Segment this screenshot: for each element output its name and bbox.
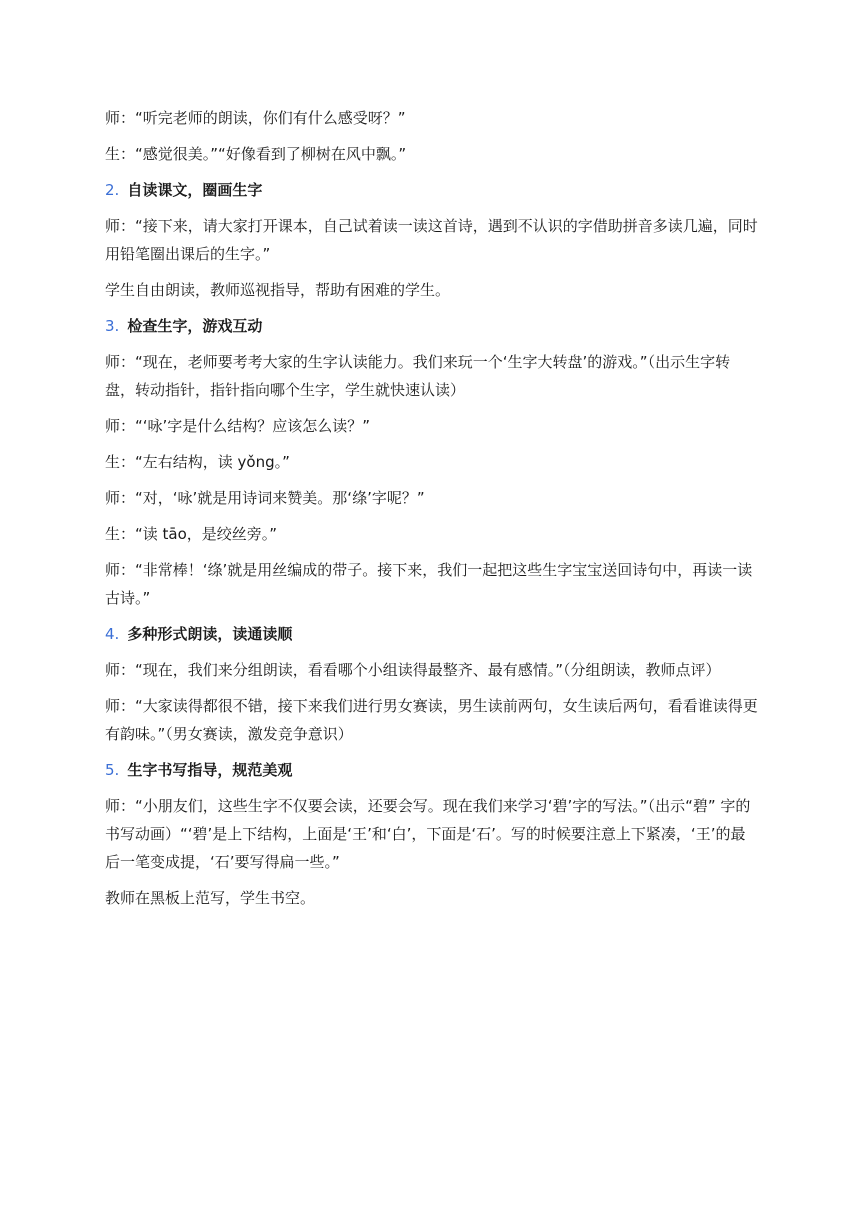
- section-title: 多种形式朗读，读通读顺: [127, 625, 293, 643]
- paragraph: 学生自由朗读，教师巡视指导，帮助有困难的学生。: [105, 281, 451, 299]
- paragraph: 生：“感觉很美。”“好像看到了柳树在风中飘。”: [105, 145, 407, 163]
- section-heading: [105, 176, 760, 204]
- paragraph: 师：“现在，老师要考考大家的生字认读能力。我们来玩一个‘生字大转盘’的游戏。”（出示生字转盘，转动指针，指针指向哪个生字，学生就快速认读）: [105, 353, 731, 399]
- section-number: 5.: [105, 761, 120, 779]
- section-number: 2.: [105, 181, 120, 199]
- paragraph: 师：“现在，我们来分组朗读，看看哪个小组读得最整齐、最有感情。”（分组朗读，教师点评）: [105, 661, 721, 679]
- section-number: 4.: [105, 625, 120, 643]
- section-heading: [105, 620, 760, 648]
- section-heading: [105, 312, 760, 340]
- section-title: 自读课文，圈画生字: [127, 181, 263, 199]
- section-title: 生字书写指导，规范美观: [127, 761, 293, 779]
- paragraph: 师：“小朋友们，这些生字不仅要会读，还要会写。现在我们来学习‘碧’字的写法。”（出示“碧” 字的书写动画）“‘碧’是上下结构，上面是‘王’和‘白’，下面是‘石’。写的时候要注意上下紧凑，‘王’的最后一笔变成提，‘石’要写得扁一些。”: [105, 797, 751, 871]
- paragraph: 师：“‘咏’字是什么结构？应该怎么读？”: [105, 417, 371, 435]
- paragraph: 生：“读 tāo，是绞丝旁。”: [105, 525, 278, 543]
- paragraph: 师：“听完老师的朗读，你们有什么感受呀？”: [105, 109, 406, 127]
- paragraph: 师：“大家读得都很不错，接下来我们进行男女赛读，男生读前两句，女生读后两句，看看谁读得更有韵味。”（男女赛读，激发竞争意识）: [105, 697, 758, 743]
- section-number: 3.: [105, 317, 120, 335]
- document-body: [105, 104, 760, 920]
- paragraph: 师：“对，‘咏’就是用诗词来赞美。那‘绦’字呢？”: [105, 489, 425, 507]
- section-title: 检查生字，游戏互动: [127, 317, 263, 335]
- paragraph: 师：“接下来，请大家打开课本，自己试着读一读这首诗，遇到不认识的字借助拼音多读几遍，同时用铅笔圈出课后的生字。”: [105, 217, 758, 263]
- paragraph: 师：“非常棒！‘绦’就是用丝编成的带子。接下来，我们一起把这些生字宝宝送回诗句中，再读一读古诗。”: [105, 561, 753, 607]
- paragraph: 教师在黑板上范写，学生书空。: [105, 889, 316, 907]
- section-heading: [105, 756, 760, 784]
- paragraph: 生：“左右结构，读 yǒng。”: [105, 453, 290, 471]
